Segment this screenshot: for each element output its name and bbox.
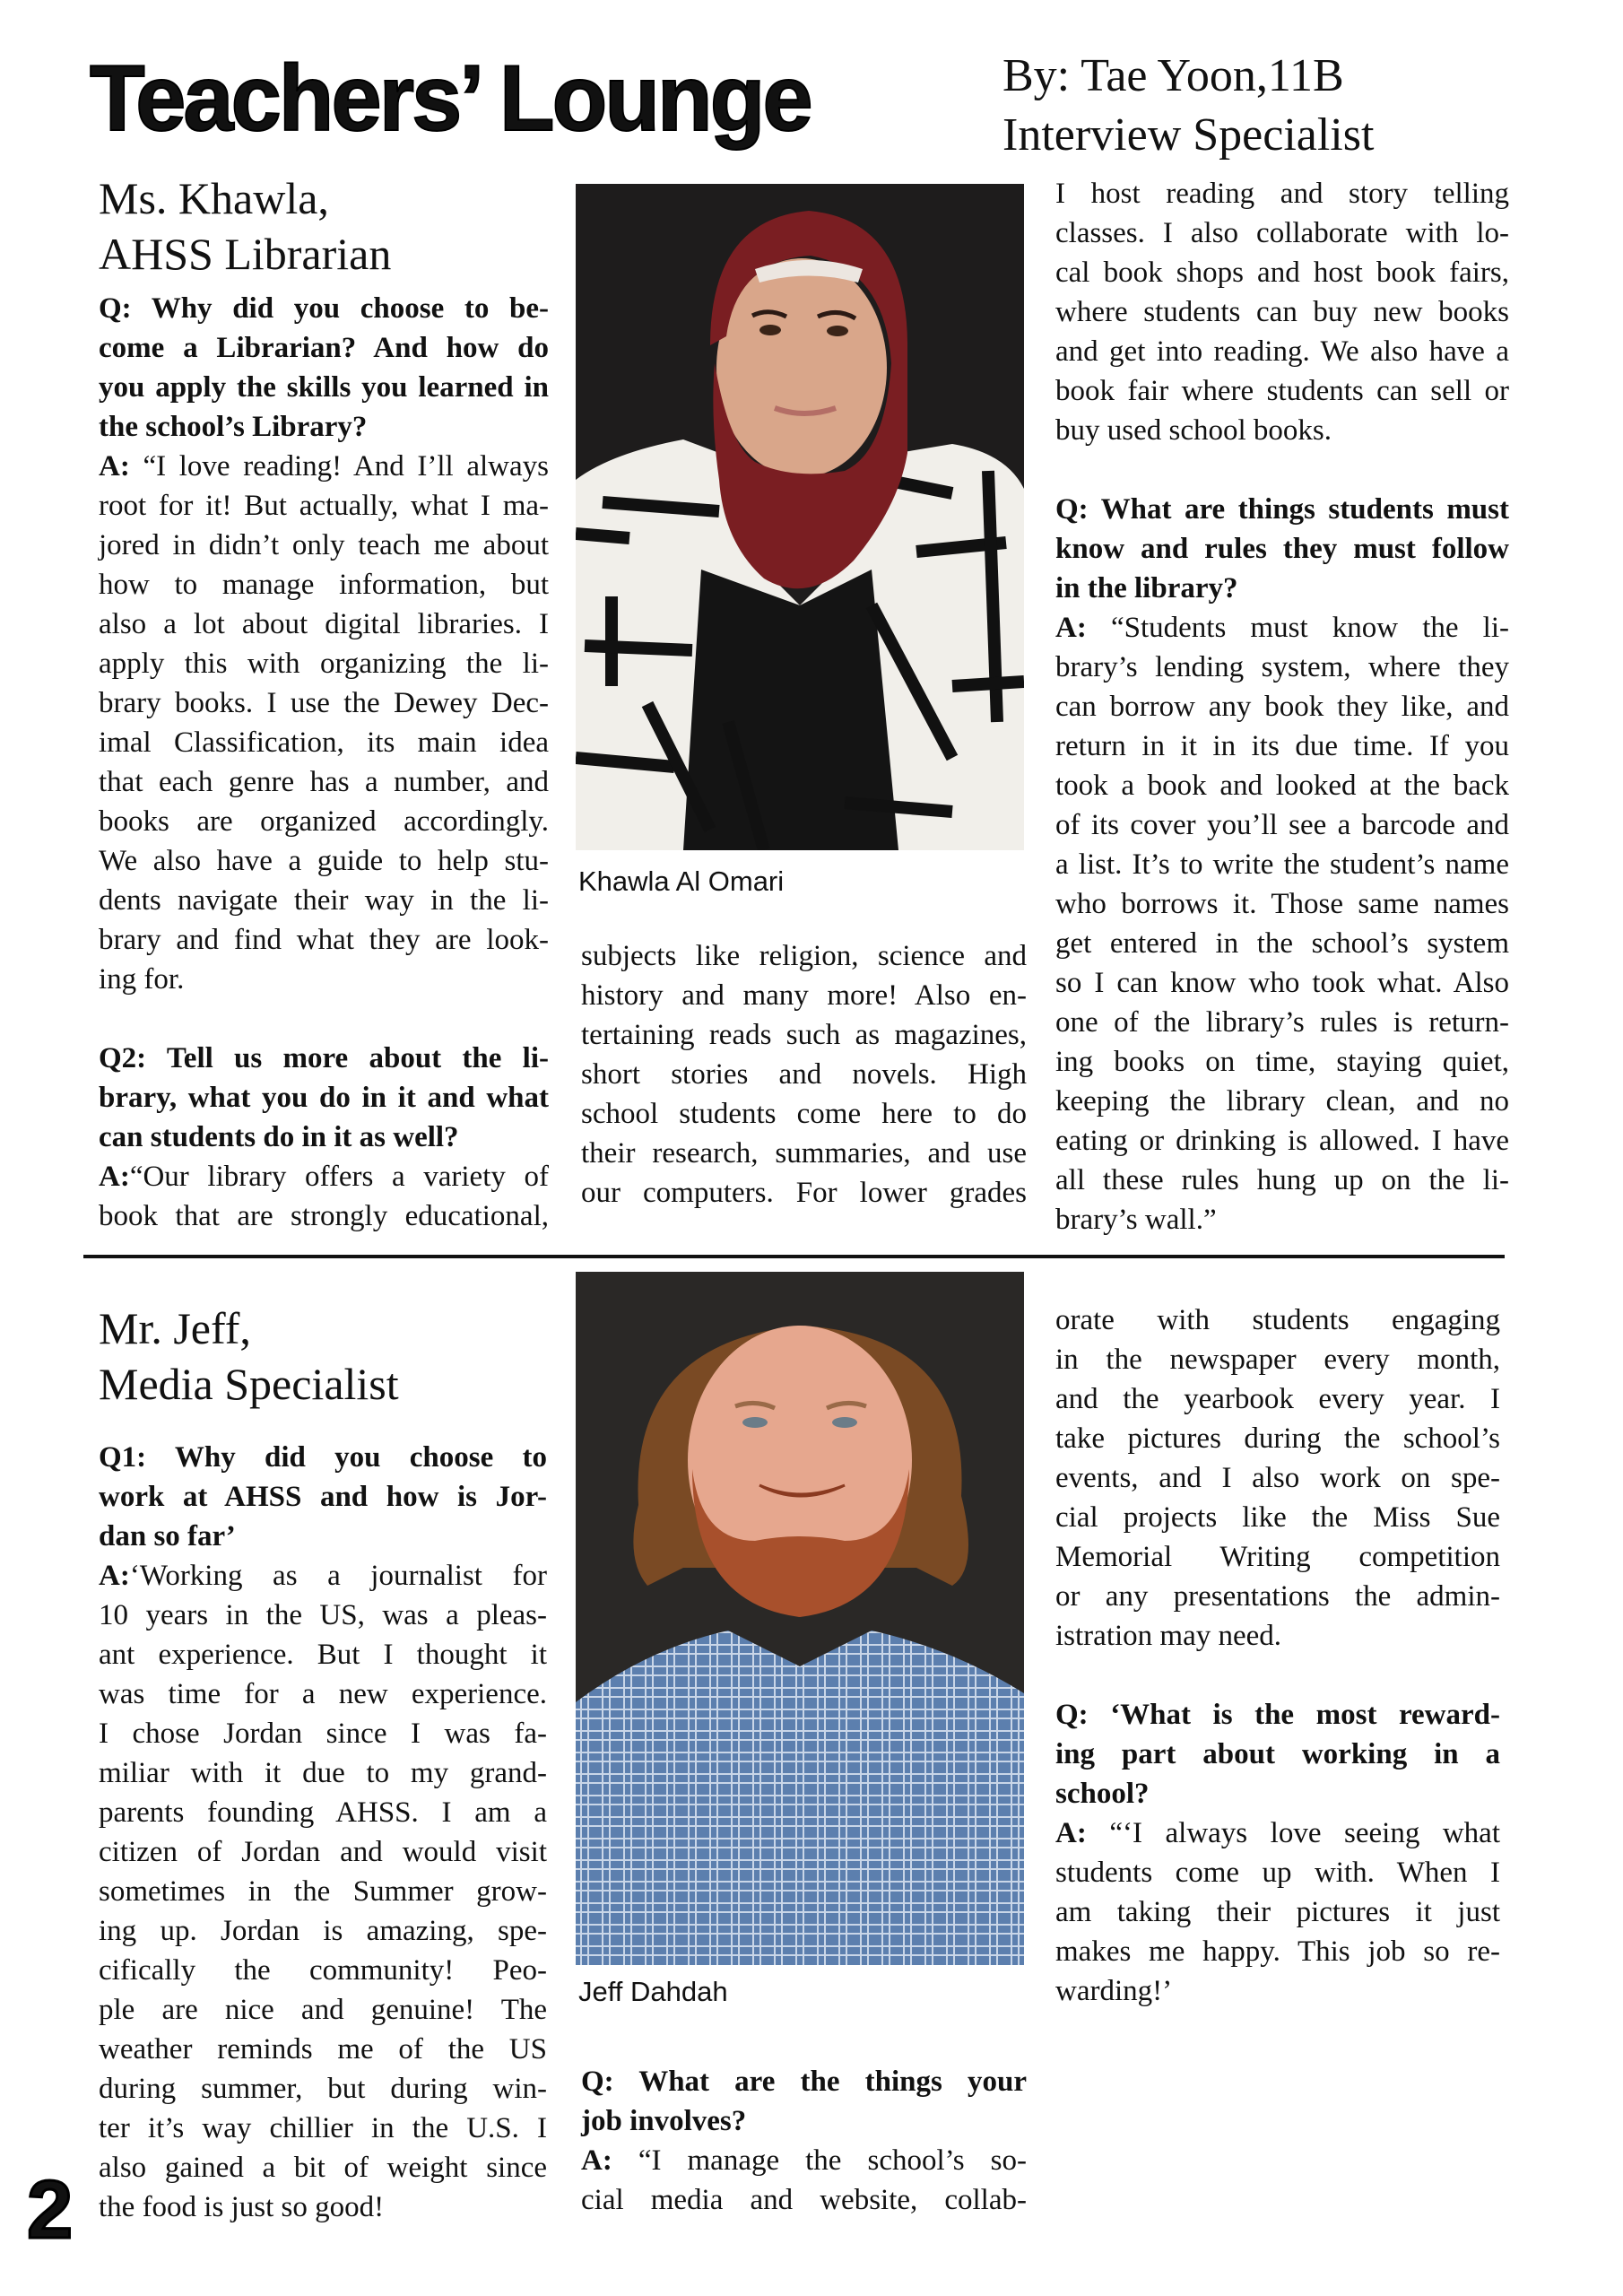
answer-line [1055, 1379, 1500, 1419]
interview-1-heading [99, 170, 391, 282]
answer-line [1055, 1813, 1500, 1853]
line-text: ple are nice and genuine! The [99, 1994, 547, 2026]
line-text: brary’s wall.” [1055, 1204, 1217, 1236]
line-text: students come up with. When I [1055, 1857, 1500, 1889]
line-text: where students can buy new books [1055, 296, 1509, 328]
line-text: Q: What are the things your [581, 2066, 1027, 2098]
line-text: book that are strongly educational, [99, 1200, 549, 1232]
answer-line [1055, 963, 1509, 1003]
line-text: Q: Why did you choose to be- [99, 292, 549, 325]
answer-line [99, 1196, 549, 1236]
page-number: 2 [27, 2164, 74, 2256]
interview-1-middle-column [581, 936, 1027, 1213]
answer-label: A: [581, 2144, 638, 2177]
line-text: in the newspaper every month, [1055, 1344, 1500, 1376]
interviewee-role: AHSS Librarian [99, 229, 392, 279]
paragraph-gap [1055, 1656, 1500, 1695]
line-text: miliar with it due to my grand- [99, 1757, 547, 1789]
line-text: so I can know who took what. Also [1055, 967, 1509, 999]
answer-line [1055, 371, 1509, 411]
portrait-illustration-icon [576, 1272, 1024, 1965]
interview-2-middle-column [581, 2062, 1027, 2220]
line-text: “I love reading! And I’ll always [143, 450, 550, 483]
line-text: “I manage the school’s so- [638, 2144, 1027, 2177]
line-text: can borrow any book they like, and [1055, 691, 1509, 723]
line-text: how to manage information, but [99, 569, 549, 601]
interviewee-name: Ms. Khawla, [99, 173, 329, 223]
line-text: books are organized accordingly. [99, 805, 549, 838]
line-text: return in it in its due time. If you [1055, 730, 1509, 762]
question-line [99, 1477, 547, 1517]
answer-line [581, 2141, 1027, 2180]
question-line [99, 328, 549, 368]
answer-line [1055, 1892, 1500, 1932]
line-text: cial media and website, collab- [581, 2184, 1027, 2216]
line-text: Q: What are things students must [1055, 493, 1509, 526]
answer-line [1055, 1300, 1500, 1340]
answer-line [99, 1832, 547, 1872]
answer-label: A: [1055, 1817, 1110, 1849]
line-text: that each genre has a number, and [99, 766, 549, 798]
portrait-illustration-icon [576, 184, 1024, 850]
line-text: events, and I also work on spe- [1055, 1462, 1500, 1494]
line-text: Q2: Tell us more about the li- [99, 1042, 549, 1074]
line-text: dents navigate their way in the li- [99, 884, 549, 917]
answer-line [581, 936, 1027, 976]
line-text: subjects like religion, science and [581, 940, 1027, 972]
question-line [1055, 490, 1509, 529]
answer-line [1055, 174, 1509, 213]
line-text: one of the library’s rules is return- [1055, 1006, 1509, 1039]
line-text: a list. It’s to write the student’s name [1055, 848, 1509, 881]
line-text: dan so far’ [99, 1520, 236, 1552]
answer-line [99, 486, 549, 526]
answer-line [99, 1872, 547, 1911]
line-text: keeping the library clean, and no [1055, 1085, 1509, 1118]
question-line [99, 289, 549, 328]
answer-line [99, 2069, 547, 2109]
answer-line [99, 1596, 547, 1635]
line-text: classes. I also collaborate with lo- [1055, 217, 1509, 249]
byline-author: By: Tae Yoon,11B [1002, 50, 1344, 101]
jeff-portrait-photo [576, 1272, 1024, 1965]
line-text: school students come here to do [581, 1098, 1027, 1130]
line-text: brary and find what they are look- [99, 924, 549, 956]
answer-line [99, 802, 549, 841]
answer-line [581, 1094, 1027, 1134]
line-text: the school’s Library? [99, 411, 368, 443]
answer-line [1055, 805, 1509, 845]
answer-line [1055, 1932, 1500, 1971]
line-text: apply this with organizing the li- [99, 648, 549, 680]
interview-1-left-column [99, 289, 549, 1236]
line-text: tertaining reads such as magazines, [581, 1019, 1027, 1051]
line-text: in the library? [1055, 572, 1238, 604]
answer-line [1055, 1971, 1500, 2011]
answer-line [99, 2109, 547, 2148]
answer-line [1055, 292, 1509, 332]
answer-line [99, 1990, 547, 2030]
line-text: ing up. Jordan is amazing, spe- [99, 1915, 547, 1947]
answer-line [1055, 1577, 1500, 1616]
line-text: We also have a guide to help stu- [99, 845, 549, 877]
line-text: the food is just so good! [99, 2191, 385, 2223]
line-text: was time for a new experience. [99, 1678, 547, 1710]
line-text: parents founding AHSS. I am a [99, 1796, 547, 1829]
line-text: ing books on time, staying quiet, [1055, 1046, 1509, 1078]
line-text: come a Librarian? And how do [99, 332, 549, 364]
line-text: take pictures during the school’s [1055, 1422, 1500, 1455]
question-line [99, 407, 549, 447]
line-text: Q: ‘What is the most reward- [1055, 1699, 1500, 1731]
answer-line [99, 644, 549, 683]
line-text: istration may need. [1055, 1620, 1282, 1652]
line-text: and get into reading. We also have a [1055, 335, 1509, 368]
answer-line [99, 1556, 547, 1596]
answer-line [581, 1015, 1027, 1055]
line-text: school? [1055, 1778, 1150, 1810]
answer-line [1055, 884, 1509, 924]
interview-2-left-column [99, 1438, 547, 2227]
answer-line [1055, 1853, 1500, 1892]
answer-line [99, 1911, 547, 1951]
line-text: ing for. [99, 963, 185, 996]
answer-line [1055, 253, 1509, 292]
photo-caption: Jeff Dahdah [578, 1976, 728, 2007]
line-text: Memorial Writing competition [1055, 1541, 1500, 1573]
answer-line [99, 565, 549, 604]
line-text: I host reading and story telling [1055, 178, 1509, 210]
answer-line [1055, 332, 1509, 371]
question-line [99, 1438, 547, 1477]
answer-line [99, 881, 549, 920]
answer-line [1055, 766, 1509, 805]
question-line [99, 1078, 549, 1118]
question-line [99, 368, 549, 407]
answer-label: A: [99, 1161, 130, 1193]
answer-line [1055, 1200, 1509, 1239]
line-text: job involves? [581, 2105, 747, 2137]
question-line [99, 1039, 549, 1078]
answer-line [1055, 1498, 1500, 1537]
line-text: book fair where students can sell or [1055, 375, 1509, 407]
question-line [581, 2062, 1027, 2101]
answer-line [1055, 213, 1509, 253]
line-text: warding!’ [1055, 1975, 1173, 2007]
answer-line [1055, 1082, 1509, 1121]
answer-line [581, 1134, 1027, 1173]
answer-line [1055, 924, 1509, 963]
byline [1002, 47, 1374, 165]
answer-line [99, 1951, 547, 1990]
page-title: Teachers’ Lounge [90, 47, 811, 151]
answer-line [99, 1793, 547, 1832]
line-text: brary’s lending system, where they [1055, 651, 1509, 683]
question-line [581, 2101, 1027, 2141]
line-text: or any presentations the admin- [1055, 1580, 1500, 1613]
answer-line [1055, 1161, 1509, 1200]
answer-line [99, 1635, 547, 1674]
line-text: you apply the skills you learned in [99, 371, 549, 404]
interviewee-role: Media Specialist [99, 1359, 399, 1409]
line-text: I chose Jordan since I was fa- [99, 1718, 547, 1750]
interview-2-heading [99, 1300, 399, 1412]
line-text: of its cover you’ll see a barcode and [1055, 809, 1509, 841]
line-text: citizen of Jordan and would visit [99, 1836, 547, 1868]
line-text: buy used school books. [1055, 414, 1332, 447]
question-line [99, 1517, 547, 1556]
answer-label: A: [99, 1560, 130, 1592]
line-text: Q1: Why did you choose to [99, 1441, 547, 1474]
answer-line [581, 1173, 1027, 1213]
line-text: and the yearbook every year. I [1055, 1383, 1500, 1415]
paragraph-gap [1055, 450, 1509, 490]
answer-label: A: [1055, 612, 1111, 644]
line-text: ‘Working as a journalist for [129, 1560, 547, 1592]
answer-line [99, 1674, 547, 1714]
section-divider [83, 1255, 1505, 1258]
interview-2-right-column [1055, 1300, 1500, 2011]
answer-line [1055, 1003, 1509, 1042]
question-line [99, 1118, 549, 1157]
answer-line [99, 1157, 549, 1196]
line-text: jored in didn’t only teach me about [99, 529, 549, 561]
answer-line [99, 526, 549, 565]
answer-line [581, 2180, 1027, 2220]
answer-line [1055, 1121, 1509, 1161]
paragraph-gap [99, 999, 549, 1039]
question-line [1055, 1774, 1500, 1813]
line-text: makes me happy. This job so re- [1055, 1935, 1500, 1968]
line-text: 10 years in the US, was a pleas- [99, 1599, 547, 1631]
line-text: am taking their pictures it just [1055, 1896, 1500, 1928]
line-text: eating or drinking is allowed. I have [1055, 1125, 1509, 1157]
interviewee-name: Mr. Jeff, [99, 1303, 251, 1353]
question-line [1055, 569, 1509, 608]
answer-line [1055, 726, 1509, 766]
khawla-portrait-photo [576, 184, 1024, 850]
answer-line [99, 447, 549, 486]
line-text: also a lot about digital libraries. I [99, 608, 549, 640]
line-text: our computers. For lower grades [581, 1177, 1027, 1209]
answer-line [1055, 648, 1509, 687]
answer-line [99, 604, 549, 644]
line-text: “Students must know the li- [1110, 612, 1509, 644]
line-text: cifically the community! Peo- [99, 1954, 547, 1987]
question-line [1055, 1695, 1500, 1735]
line-text: short stories and novels. High [581, 1058, 1027, 1091]
line-text: history and many more! Also en- [581, 979, 1027, 1012]
line-text: weather reminds me of the US [99, 2033, 547, 2066]
line-text: get entered in the school’s system [1055, 927, 1509, 960]
answer-line [99, 723, 549, 762]
answer-line [1055, 1537, 1500, 1577]
answer-line [99, 2148, 547, 2187]
answer-line [581, 1055, 1027, 1094]
question-line [1055, 529, 1509, 569]
answer-label: A: [99, 450, 143, 483]
line-text: can students do in it as well? [99, 1121, 459, 1153]
answer-line [1055, 687, 1509, 726]
line-text: “Our library offers a variety of [129, 1161, 549, 1193]
answer-line [99, 1714, 547, 1753]
line-text: ter it’s way chillier in the U.S. I [99, 2112, 547, 2144]
answer-line [99, 841, 549, 881]
line-text: their research, summaries, and use [581, 1137, 1027, 1170]
line-text: work at AHSS and how is Jor- [99, 1481, 547, 1513]
answer-line [1055, 1340, 1500, 1379]
line-text: who borrows it. Those same names [1055, 888, 1509, 920]
line-text: cial projects like the Miss Sue [1055, 1501, 1500, 1534]
line-text: took a book and looked at the back [1055, 770, 1509, 802]
line-text: “‘I always love seeing what [1109, 1817, 1501, 1849]
answer-line [1055, 1419, 1500, 1458]
answer-line [1055, 411, 1509, 450]
line-text: also gained a bit of weight since [99, 2152, 547, 2184]
line-text: imal Classification, its main idea [99, 726, 549, 759]
answer-line [99, 762, 549, 802]
answer-line [1055, 1616, 1500, 1656]
line-text: orate with students engaging [1055, 1304, 1500, 1336]
line-text: brary, what you do in it and what [99, 1082, 549, 1114]
answer-line [99, 2030, 547, 2069]
line-text: root for it! But actually, what I ma- [99, 490, 549, 522]
interview-1-right-column [1055, 174, 1509, 1239]
answer-line [1055, 845, 1509, 884]
photo-caption: Khawla Al Omari [578, 865, 785, 897]
line-text: ant experience. But I thought it [99, 1639, 547, 1671]
line-text: ing part about working in a [1055, 1738, 1500, 1770]
answer-line [99, 960, 549, 999]
answer-line [1055, 608, 1509, 648]
answer-line [581, 976, 1027, 1015]
line-text: sometimes in the Summer grow- [99, 1875, 547, 1908]
line-text: know and rules they must follow [1055, 533, 1509, 565]
line-text: all these rules hung up on the li- [1055, 1164, 1509, 1196]
line-text: cal book shops and host book fairs, [1055, 257, 1509, 289]
answer-line [99, 683, 549, 723]
answer-line [99, 2187, 547, 2227]
question-line [1055, 1735, 1500, 1774]
byline-role: Interview Specialist [1002, 109, 1375, 161]
answer-line [99, 1753, 547, 1793]
answer-line [1055, 1458, 1500, 1498]
line-text: during summer, but during win- [99, 2073, 547, 2105]
answer-line [1055, 1042, 1509, 1082]
line-text: brary books. I use the Dewey Dec- [99, 687, 549, 719]
answer-line [99, 920, 549, 960]
